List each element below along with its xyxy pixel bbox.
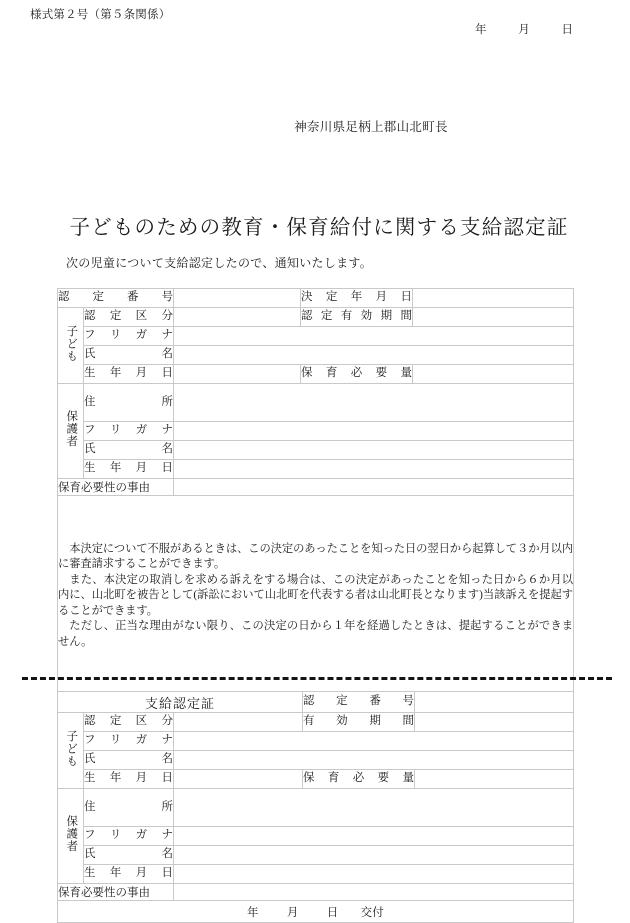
field-guardian-furigana[interactable] — [174, 422, 574, 441]
label-child-shimei — [84, 346, 174, 365]
appeal-notice-paragraph-2: また、本決定の取消しを求める訴えをする場合は、この決定があったことを知った日から６か月以内に、山北町を被告として(訴訟において山北町を代表する者は山北町長となります)当該訴えを提起することができます。 — [58, 573, 573, 617]
label-guardian-shimei-text: 氏 名 — [84, 443, 173, 456]
stub-label-child-seinengappi-text: 生 年 月 日 — [84, 772, 173, 785]
stub-group-label-hogosha-text: 保護者 — [65, 815, 78, 853]
field-kettei-nengappi[interactable] — [413, 289, 574, 308]
table-row — [58, 846, 574, 865]
label-hoiku-hitsuyousei-jiyuu — [58, 479, 174, 496]
label-guardian-jusho — [84, 384, 174, 422]
stub-issue-year: 年 — [247, 906, 259, 919]
stub-label-guardian-jusho — [84, 789, 174, 827]
label-nintei-kubun — [84, 308, 174, 327]
table-row — [58, 865, 574, 884]
stub-field-guardian-furigana[interactable] — [174, 827, 574, 846]
group-label-hogosha — [58, 384, 84, 479]
stub-label-hoiku-hitsuyousei-jiyuu — [58, 884, 174, 901]
label-child-shimei-text: 氏 名 — [84, 348, 173, 361]
group-label-hogosha-text: 保護者 — [65, 410, 78, 448]
stub-field-guardian-shimei[interactable] — [174, 846, 574, 865]
stub-label-child-furigana-text: フ リ ガ ナ — [84, 734, 173, 747]
field-guardian-jusho[interactable] — [174, 384, 574, 422]
issuer-name: 神奈川県足柄上郡山北町長 — [294, 120, 448, 134]
table-row — [58, 496, 574, 697]
stub-label-nintei-kubun-text: 認 定 区 分 — [84, 715, 173, 728]
cut-line-divider — [22, 677, 612, 680]
table-row — [58, 422, 574, 441]
field-child-furigana[interactable] — [174, 327, 574, 346]
field-nintei-kubun[interactable] — [174, 308, 301, 327]
label-nintei-kubun-text: 認 定 区 分 — [84, 310, 173, 323]
appeal-notice-block — [58, 496, 574, 697]
table-row — [58, 884, 574, 901]
field-nintei-yuukou-kikan[interactable] — [413, 308, 574, 327]
stub-field-nintei-bango[interactable] — [415, 692, 574, 713]
stub-label-hoiku-hitsuyousei-jiyuu-text: 保育必要性の事由 — [58, 887, 150, 899]
stub-label-child-shimei — [84, 751, 174, 770]
stub-label-hoiku-hitsuyouryou — [303, 770, 415, 789]
table-row — [58, 460, 574, 479]
stub-field-nintei-kubun[interactable] — [174, 713, 303, 732]
field-hoiku-hitsuyouryou[interactable] — [413, 365, 574, 384]
stub-issue-label: 交付 — [360, 906, 384, 919]
table-row — [58, 751, 574, 770]
label-child-furigana-text: フ リ ガ ナ — [84, 329, 173, 342]
appeal-notice-paragraph-3: ただし、正当な理由がない限り、この決定の日から１年を経過したときは、提起することができません。 — [58, 620, 573, 648]
stub-label-hoiku-hitsuyouryou-text: 保 育 必 要 量 — [303, 772, 414, 785]
header-date-year: 年 — [475, 24, 487, 36]
label-guardian-furigana — [84, 422, 174, 441]
label-guardian-jusho-text: 住 所 — [84, 395, 173, 408]
table-row — [58, 384, 574, 422]
table-row — [58, 692, 574, 713]
table-row — [58, 479, 574, 496]
stub-field-guardian-seinengappi[interactable] — [174, 865, 574, 884]
header-date-month: 月 — [518, 24, 530, 36]
page-title-text: 子どものための教育・保育給付に関する支給認定証 — [69, 217, 569, 239]
label-guardian-shimei — [84, 441, 174, 460]
table-row — [58, 789, 574, 827]
stub-label-guardian-jusho-text: 住 所 — [84, 800, 173, 813]
stub-label-child-furigana — [84, 732, 174, 751]
table-row — [58, 441, 574, 460]
label-nintei-yuukou-kikan-text: 認 定 有 効 期 間 — [301, 310, 412, 323]
stub-field-hoiku-hitsuyousei-jiyuu[interactable] — [174, 884, 574, 901]
stub-label-yuukou-kikan — [303, 713, 415, 732]
label-nintei-yuukou-kikan — [301, 308, 413, 327]
table-row — [58, 732, 574, 751]
stub-title: 支給認定証 — [58, 692, 303, 713]
header-date-line — [475, 21, 573, 37]
label-hoiku-hitsuyouryou-text: 保 育 必 要 量 — [301, 367, 412, 380]
stub-issue-day: 日 — [326, 906, 339, 919]
stub-label-nintei-bango — [303, 692, 415, 713]
table-row — [58, 770, 574, 789]
label-hoiku-hitsuyouryou — [301, 365, 413, 384]
table-row — [58, 365, 574, 384]
stub-label-guardian-furigana — [84, 827, 174, 846]
label-guardian-furigana-text: フ リ ガ ナ — [84, 424, 173, 437]
stub-label-yuukou-kikan-text: 有 効 期 間 — [303, 715, 414, 728]
label-guardian-seinengappi — [84, 460, 174, 479]
table-row — [58, 713, 574, 732]
field-guardian-shimei[interactable] — [174, 441, 574, 460]
label-child-seinengappi-text: 生 年 月 日 — [84, 367, 173, 380]
label-nintei-bango-text: 認 定 番 号 — [58, 291, 173, 304]
stub-group-label-kodomo-text: 子ども — [65, 729, 78, 768]
field-nintei-bango[interactable] — [174, 289, 301, 308]
stub-field-hoiku-hitsuyouryou[interactable] — [415, 770, 574, 789]
stub-field-child-shimei[interactable] — [174, 751, 574, 770]
stub-field-child-furigana[interactable] — [174, 732, 574, 751]
certificate-main-table — [57, 288, 574, 697]
stub-label-child-seinengappi — [84, 770, 174, 789]
form-number: 様式第２号（第５条関係） — [30, 9, 171, 21]
field-child-shimei[interactable] — [174, 346, 574, 365]
stub-label-nintei-kubun — [84, 713, 174, 732]
label-kettei-nengappi-text: 決 定 年 月 日 — [301, 291, 412, 304]
appeal-notice-paragraph-1: 本決定について不服があるときは、この決定のあったことを知った日の翌日から起算して３か月以内に審査請求することができます。 — [58, 542, 573, 571]
label-hoiku-hitsuyousei-jiyuu-text: 保育必要性の事由 — [58, 482, 150, 494]
stub-label-guardian-seinengappi — [84, 865, 174, 884]
stub-field-guardian-jusho[interactable] — [174, 789, 574, 827]
stub-label-nintei-bango-text: 認 定 番 号 — [303, 695, 414, 708]
table-row — [58, 901, 574, 923]
field-hoiku-hitsuyousei-jiyuu[interactable] — [174, 479, 574, 496]
stub-field-yuukou-kikan[interactable] — [415, 713, 574, 732]
table-row — [58, 289, 574, 308]
field-child-seinengappi[interactable] — [174, 365, 301, 384]
field-guardian-seinengappi[interactable] — [174, 460, 574, 479]
page-title — [0, 210, 630, 240]
certificate-stub-table — [57, 691, 574, 923]
stub-field-child-seinengappi[interactable] — [174, 770, 303, 789]
stub-group-label-hogosha — [58, 789, 84, 884]
stub-group-label-kodomo — [58, 713, 84, 789]
stub-issue-month: 月 — [286, 906, 299, 919]
stub-label-guardian-furigana-text: フ リ ガ ナ — [84, 829, 173, 842]
stub-label-child-shimei-text: 氏 名 — [84, 753, 173, 766]
label-child-seinengappi — [84, 365, 174, 384]
label-kettei-nengappi — [301, 289, 413, 308]
group-label-kodomo — [58, 308, 84, 384]
stub-label-guardian-shimei-text: 氏 名 — [84, 848, 173, 861]
intro-text: 次の児童について支給認定したので、通知いたします。 — [66, 256, 373, 270]
issuer-line — [0, 117, 630, 135]
header-date-day: 日 — [561, 24, 573, 36]
table-row — [58, 346, 574, 365]
label-child-furigana — [84, 327, 174, 346]
table-row — [58, 827, 574, 846]
stub-label-guardian-seinengappi-text: 生 年 月 日 — [84, 867, 173, 880]
table-row — [58, 327, 574, 346]
label-nintei-bango — [58, 289, 174, 308]
stub-label-guardian-shimei — [84, 846, 174, 865]
label-guardian-seinengappi-text: 生 年 月 日 — [84, 462, 173, 475]
stub-issue-date-row — [58, 901, 574, 923]
table-row — [58, 308, 574, 327]
group-label-kodomo-text: 子ども — [65, 324, 78, 363]
